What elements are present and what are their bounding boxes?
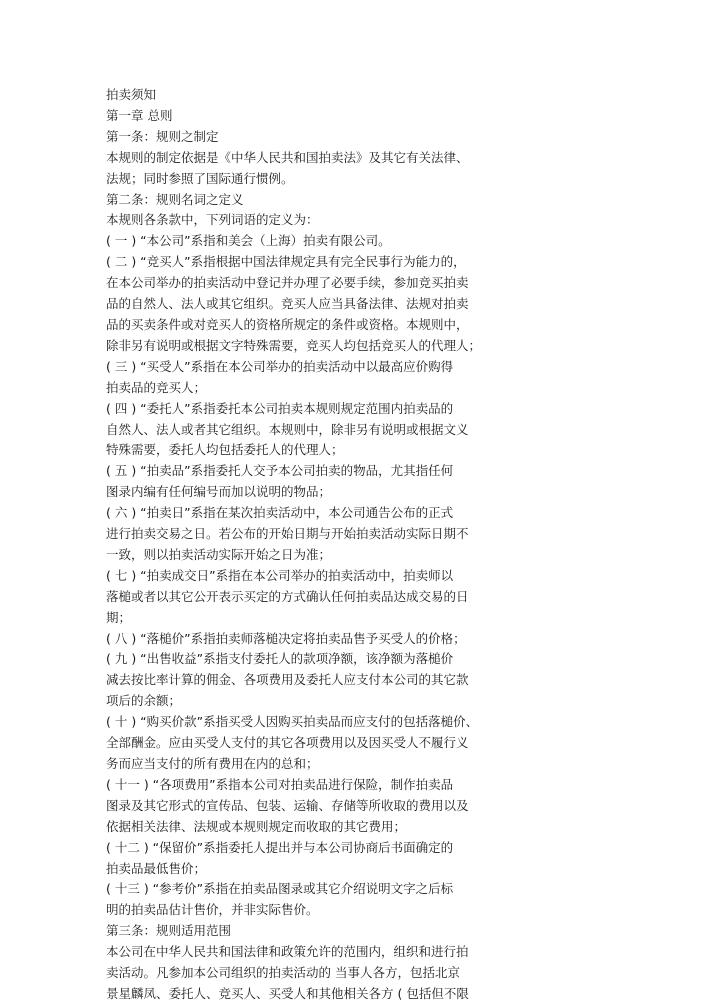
text-line: ( 三 ) “买受人”系指在本公司举办的拍卖活动中以最高应价购得 [106,358,454,374]
text-line: 本公司在中华人民共和国法律和政策允许的范围内，组织和进行拍 [106,944,469,960]
text-line: 图录及其它形式的宣传品、包装、运输、存储等所收取的费用以及 [106,797,469,813]
text-line: 第一章 总则 [106,107,173,123]
text-line: 品的自然人、法人或其它组织。竞买人应当具备法律、法规对拍卖 [106,296,469,312]
text-line: 项后的余额； [106,693,182,709]
text-line: 自然人、法人或者其它组织。本规则中，除非另有说明或根据文义 [106,421,469,437]
text-line: ( 七 ) “拍卖成交日”系指在本公司举办的拍卖活动中，拍卖师以 [106,567,454,583]
text-line: 拍卖须知 [106,87,157,102]
text-line: ( 一 ) “本公司”系指和美会（上海）拍卖有限公司。 [106,233,391,249]
text-line: 减去按比率计算的佣金、各项费用及委托人应支付本公司的其它款 [106,672,469,688]
text-line: 拍卖品的竞买人； [106,379,207,395]
text-line: 依据相关法律、法规或本规则规定而收取的其它费用； [106,818,407,834]
text-line: 特殊需要，委托人均包括委托人的代理人； [106,442,344,458]
text-line: ( 十二 ) “保留价”系指委托人提出并与本公司协商后书面确定的 [106,839,454,855]
text-line: ( 五 ) “拍卖品”系指委托人交予本公司拍卖的物品，尤其指任何 [106,463,454,479]
text-line: ( 二 ) “竞买人”系指根据中国法律规定具有完全民事行为能力的， [106,254,466,270]
text-line: 务而应当支付的所有费用在内的总和； [106,756,319,771]
text-line: 卖活动。凡参加本公司组织的拍卖活动的 当事人各方，包括北京 [106,965,460,981]
text-line: ( 十三 ) “参考价”系指在拍卖品图录或其它介绍说明文字之后标 [106,881,454,897]
text-line: ( 六 ) “拍卖日”系指在某次拍卖活动中，本公司通告公布的正式 [106,505,454,521]
text-line: 期； [106,609,132,625]
text-line: 法规；同时参照了国际通行惯例。 [106,170,294,186]
text-line: 在本公司举办的拍卖活动中登记并办理了必要手续，参加竞买拍卖 [106,275,469,291]
text-line: 本规则各条款中，下列词语的定义为： [106,212,319,228]
text-line: 景星麟凤、委托人、竞买人、买受人和其他相关各方 ( 包括但不限 [106,985,469,1001]
text-line: ( 四 ) “委托人”系指委托本公司拍卖本规则规定范围内拍卖品的 [106,400,454,416]
text-line: 第二条：规则名词之定义 [106,191,244,207]
text-line: ( 八 ) “落槌价”系指拍卖师落槌决定将拍卖品售予买受人的价格； [106,630,466,646]
document-page [106,85,506,1005]
text-line: 全部酬金。应由买受人支付的其它各项费用以及因买受人不履行义 [106,735,469,751]
text-line: 除非另有说明或根据文字特殊需要，竞买人均包括竞买人的代理人； [106,337,482,353]
text-line: 第一条：规则之制定 [106,128,219,144]
text-line: 进行拍卖交易之日。若公布的开始日期与开始拍卖活动实际日期不 [106,526,469,542]
text-line: ( 十 ) “购买价款”系指买受人因购买拍卖品而应支付的包括落槌价、 [106,714,479,730]
text-line: 落槌或者以其它公开表示买定的方式确认任何拍卖品达成交易的日 [106,588,469,604]
text-line: 一致，则以拍卖活动实际开始之日为准； [106,546,332,562]
text-line: ( 十一 ) “各项费用”系指本公司对拍卖品进行保险，制作拍卖品 [106,776,454,792]
text-line: 明的拍卖品估计售价，并非实际售价。 [106,902,319,918]
text-line: 图录内编有任何编号而加以说明的物品； [106,484,332,500]
text-line: 第三条：规则适用范围 [106,923,232,939]
text-line: 本规则的制定依据是《中华人民共和国拍卖法》及其它有关法律、 [106,149,469,165]
text-line: 品的买卖条件或对竞买人的资格所规定的条件或资格。本规则中， [106,316,469,332]
text-line: 拍卖品最低售价； [106,860,207,876]
text-line: ( 九 ) “出售收益”系指支付委托人的款项净额，该净额为落槌价 [106,651,454,667]
